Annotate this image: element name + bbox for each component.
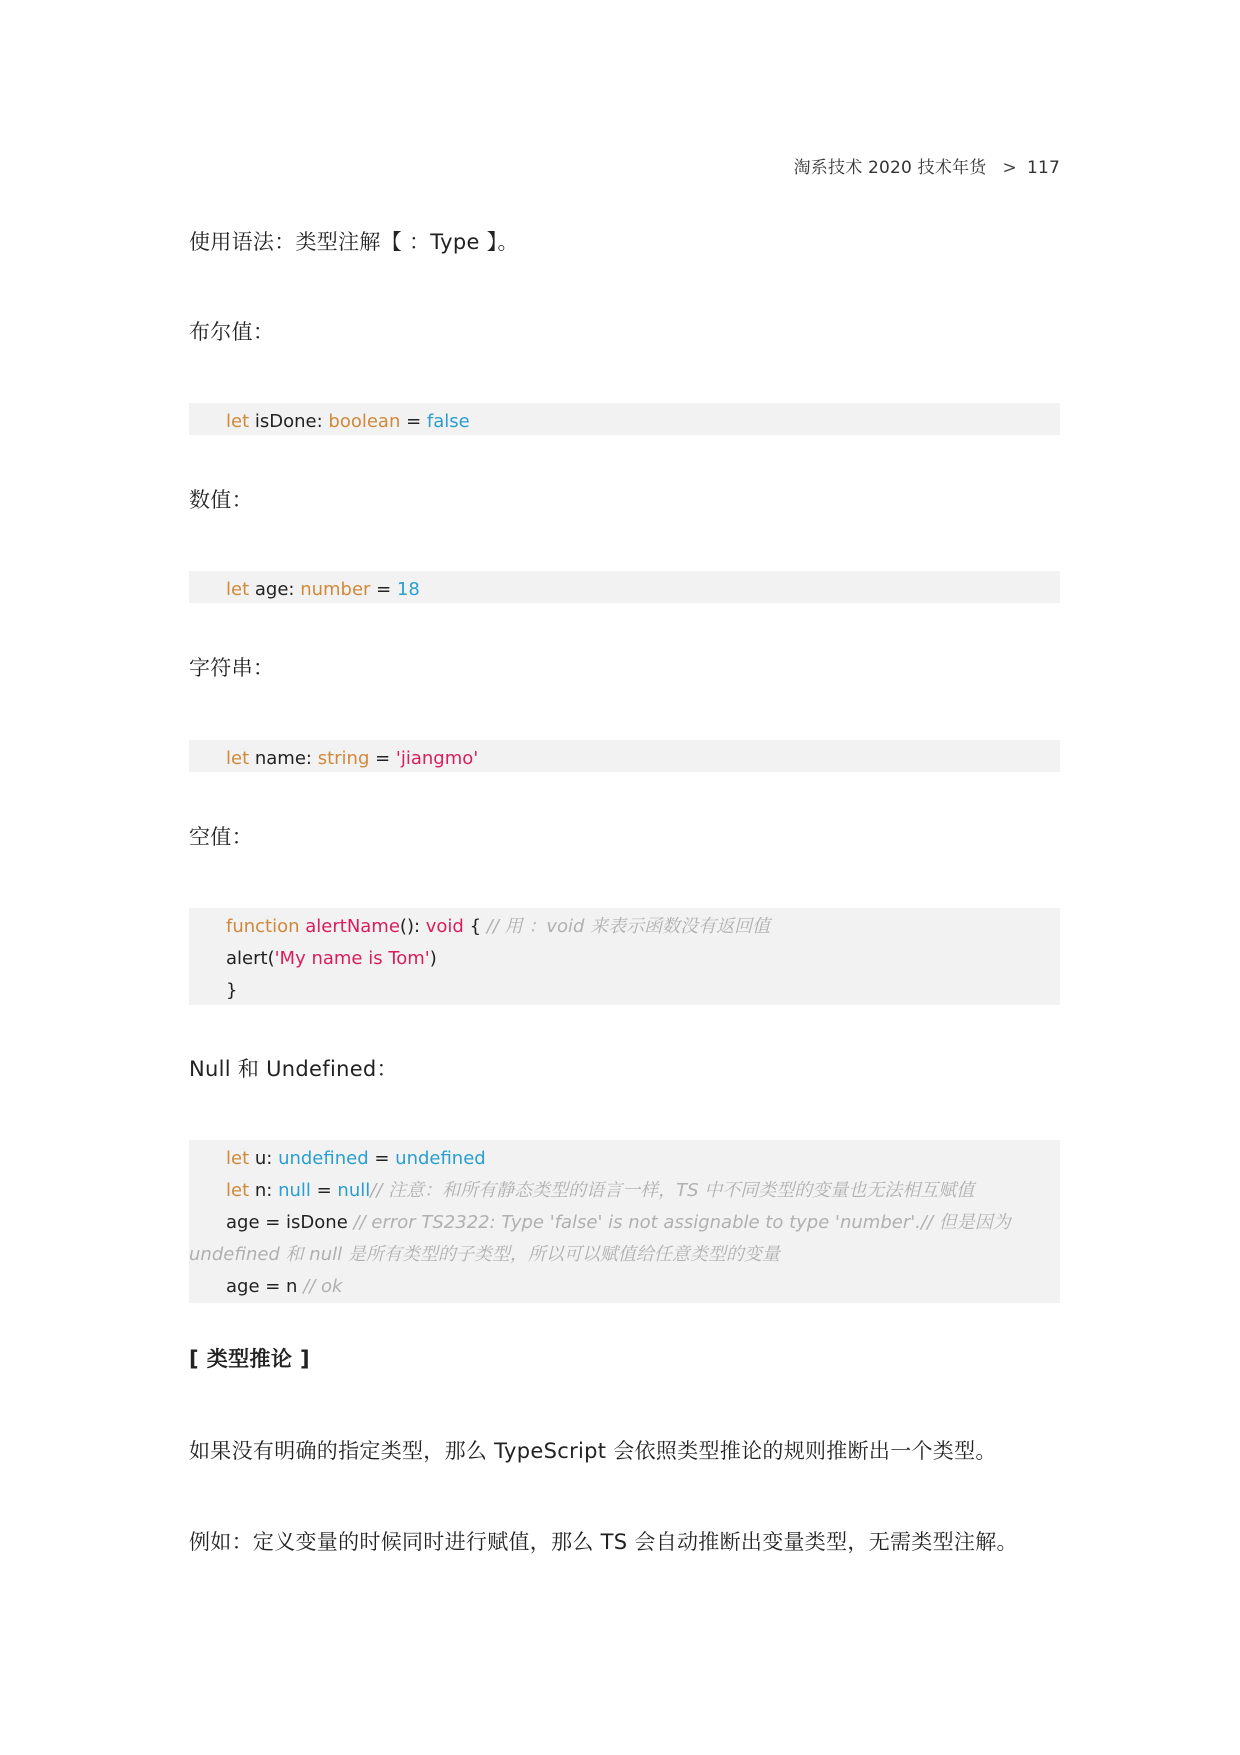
code-type: null [278, 1180, 311, 1201]
code-operator: = [370, 579, 397, 600]
code-type: void [425, 916, 464, 937]
code-string: 'jiangmo' [395, 748, 479, 769]
code-line [189, 1207, 1060, 1239]
code-operator: = [369, 748, 396, 769]
running-title: 淘系技术 2020 技术年货 [793, 158, 987, 178]
code-string: 'My name is Tom' [274, 948, 430, 969]
page-header [794, 153, 1060, 178]
code-block-null-undefined [189, 1140, 1060, 1303]
code-block-boolean [189, 403, 1060, 435]
inference-paragraph-1: 如果没有明确的指定类型，那么 TypeScript 会依照类型推论的规则推断出一个类型。 [189, 1439, 997, 1463]
code-operator: = [310, 1180, 338, 1201]
code-line [189, 1271, 1060, 1303]
code-line [189, 943, 1060, 975]
void-label: 空值： [189, 825, 253, 849]
code-keyword: let [226, 1180, 250, 1201]
code-line [189, 1239, 1060, 1271]
code-identifier: isDone: [249, 411, 329, 432]
section-heading-type-inference: [ 类型推论 ] [189, 1347, 311, 1371]
code-operator: = [400, 411, 427, 432]
code-block-number [189, 571, 1060, 603]
code-comment: undefined 和 null 是所有类型的子类型，所以可以赋值给任意类型的变量 [189, 1244, 780, 1265]
code-comment: // error TS2322: Type 'false' is not assignable to type 'number'.// 但是因为 [353, 1212, 1011, 1233]
null-undefined-label: Null 和 Undefined： [189, 1057, 398, 1081]
code-literal: false [426, 411, 470, 432]
code-keyword: let [226, 748, 250, 769]
code-keyword: function [226, 916, 300, 937]
code-keyword: let [226, 579, 250, 600]
code-keyword: let [226, 1148, 250, 1169]
boolean-label: 布尔值： [189, 320, 275, 344]
code-statement: age = n [226, 1276, 304, 1297]
code-line [189, 406, 1060, 438]
number-label: 数值： [189, 488, 253, 512]
code-identifier: age: [249, 579, 301, 600]
code-identifier: u: [249, 1148, 279, 1169]
code-block-string [189, 740, 1060, 772]
code-function-name: alertName [299, 916, 400, 937]
code-literal: 18 [396, 579, 420, 600]
code-type: string [317, 748, 370, 769]
code-line [189, 1143, 1060, 1175]
code-type: number [300, 579, 371, 600]
code-keyword: let [226, 411, 250, 432]
code-type: boolean [328, 411, 401, 432]
code-call: alert( [226, 948, 275, 969]
inference-paragraph-2: 例如：定义变量的时候同时进行赋值，那么 TS 会自动推断出变量类型，无需类型注解。 [189, 1530, 1018, 1554]
code-block-void [189, 908, 1060, 1005]
code-punctuation: } [226, 980, 238, 1001]
code-line [189, 1175, 1060, 1207]
code-type: undefined [278, 1148, 369, 1169]
code-identifier: name: [249, 748, 318, 769]
code-line [189, 574, 1060, 606]
string-label: 字符串： [189, 656, 275, 680]
code-comment: // ok [303, 1276, 343, 1297]
page-number: 117 [1026, 158, 1060, 178]
code-operator: = [368, 1148, 396, 1169]
code-line [189, 975, 1060, 1007]
code-punctuation: ) [429, 948, 437, 969]
code-statement: age = isDone [226, 1212, 354, 1233]
code-comment: // 注意：和所有静态类型的语言一样，TS 中不同类型的变量也无法相互赋值 [370, 1180, 975, 1201]
code-punctuation: { [463, 916, 487, 937]
code-literal: null [337, 1180, 371, 1201]
syntax-paragraph: 使用语法：类型注解【 ：Type 】。 [189, 230, 519, 254]
code-line [189, 743, 1060, 775]
code-literal: undefined [395, 1148, 486, 1169]
code-comment: // 用 ：void 来表示函数没有返回值 [486, 916, 771, 937]
code-line [189, 911, 1060, 943]
code-punctuation: (): [399, 916, 426, 937]
header-separator: > [1002, 158, 1017, 178]
code-identifier: n: [249, 1180, 279, 1201]
